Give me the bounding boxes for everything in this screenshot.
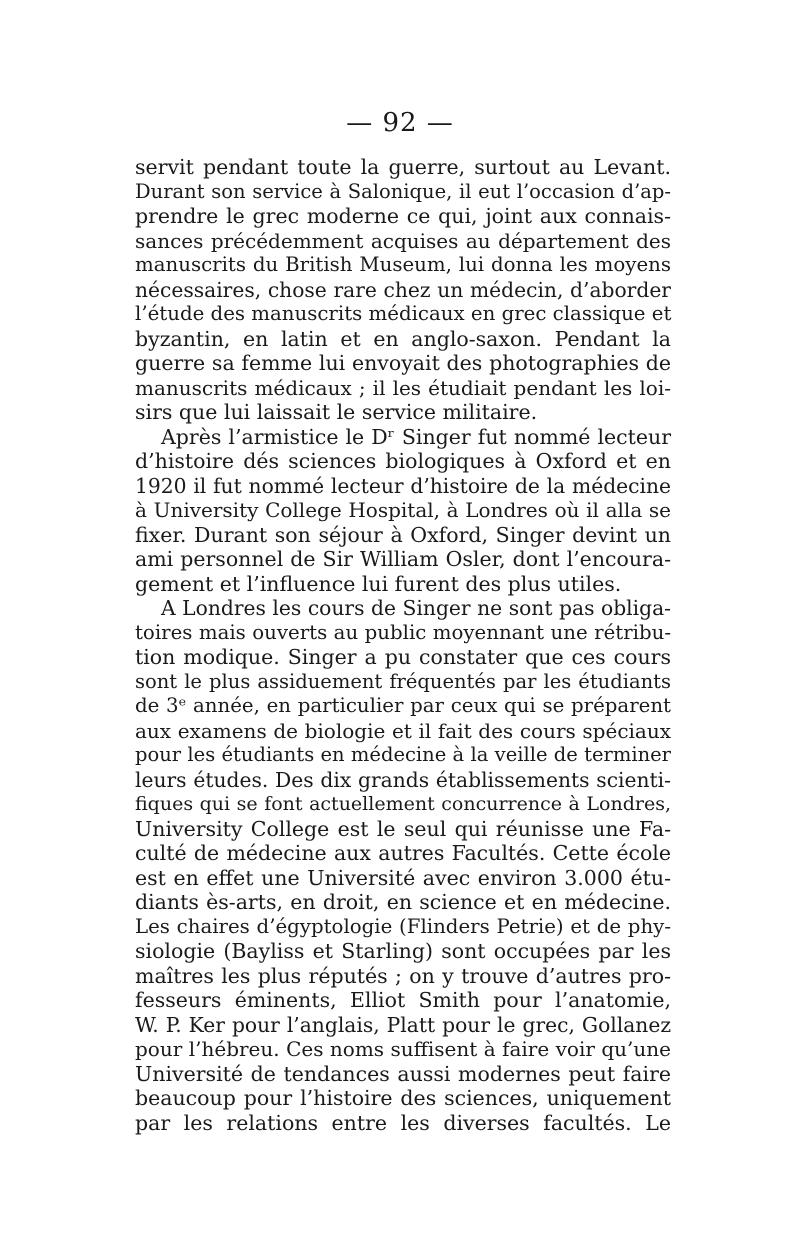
text-line: nécessaires, chose rare chez un médecin, d’aborder xyxy=(135,277,671,302)
text-line: culté de médecine aux autres Facultés. Cette école xyxy=(135,841,671,865)
text-line: est en effet une Université avec environ 3.000 étu- xyxy=(135,865,671,890)
text-line: Après l’armistice le Dʳ Singer fut nommé lecteur xyxy=(161,424,671,449)
text-line: fixer. Durant son séjour à Oxford, Singer devint un xyxy=(135,522,671,547)
page-number: — 92 — xyxy=(346,108,454,138)
text-line: Université de tendances aussi modernes peut faire xyxy=(135,1061,671,1086)
text-line: byzantin, en latin et en anglo-saxon. Pendant la xyxy=(135,326,671,351)
text-line: par les relations entre les diverses facultés. Le xyxy=(135,1110,671,1135)
text-line: ami personnel de Sir William Osler, dont l’encoura- xyxy=(135,547,671,571)
text-line: gement et l’influence lui furent des plus utiles. xyxy=(135,571,622,596)
text-line: University College est le seul qui réunisse une Fa- xyxy=(135,816,671,841)
text-line: tion modique. Singer a pu constater que ces cours xyxy=(135,645,671,669)
text-line: Durant son service à Salonique, il eut l’occasion d’ap- xyxy=(135,179,671,203)
text-line: leurs études. Des dix grands établissements scienti- xyxy=(135,767,671,792)
text-line: sont le plus assiduement fréquentés par les étudiants xyxy=(135,669,671,693)
text-line: guerre sa femme lui envoyait des photographies de xyxy=(135,351,671,375)
text-line: servit pendant toute la guerre, surtout au Levant. xyxy=(135,155,671,179)
text-line: aux examens de biologie et il fait des cours spéciaux xyxy=(135,718,671,743)
text-line: pour les étudiants en médecine à la veille de terminer xyxy=(135,743,671,766)
text-line: maîtres les plus réputés ; on y trouve d’autres pro- xyxy=(135,963,671,988)
text-line: toires mais ouverts au public moyennant une rétribu- xyxy=(135,620,671,644)
text-line: l’étude des manuscrits médicaux en grec classique et xyxy=(135,302,672,325)
text-line: siologie (Bayliss et Starling) sont occupées par les xyxy=(135,939,671,963)
text-line: manuscrits du British Museum, lui donna les moyens xyxy=(135,253,671,276)
text-line: fiques qui se font actuellement concurrence à Londres, xyxy=(135,793,671,815)
text-line: A Londres les cours de Singer ne sont pas obliga- xyxy=(161,596,671,620)
text-line: pour l’hébreu. Ces noms suffisent à faire voir qu’une xyxy=(135,1037,671,1061)
text-line: prendre le grec moderne ce qui, joint aux connais- xyxy=(135,204,671,228)
text-line: à University College Hospital, à Londres où il alla se xyxy=(135,498,671,522)
text-line: fesseurs éminents, Elliot Smith pour l’anatomie, xyxy=(135,988,671,1012)
text-line: 1920 il fut nommé lecteur d’histoire de la médecine xyxy=(135,473,671,498)
text-line: Les chaires d’égyptologie (Flinders Petrie) et de phy- xyxy=(135,914,671,938)
text-line: W. P. Ker pour l’anglais, Platt pour le grec, Gollanez xyxy=(135,1012,671,1037)
text-line: d’histoire dés sciences biologiques à Oxford et en xyxy=(135,449,671,473)
text-line: sirs que lui laissait le service militaire. xyxy=(135,400,538,424)
text-line: de 3ᵉ année, en particulier par ceux qui se préparent xyxy=(135,694,671,717)
body-text xyxy=(135,155,671,1135)
text-line: diants ès-arts, en droit, en science et en médecine. xyxy=(135,890,671,914)
text-line: manuscrits médicaux ; il les étudiait pendant les loi- xyxy=(135,375,671,400)
text-line: beaucoup pour l’histoire des sciences, uniquement xyxy=(135,1086,671,1110)
text-line: sances précédemment acquises au département des xyxy=(135,228,671,253)
